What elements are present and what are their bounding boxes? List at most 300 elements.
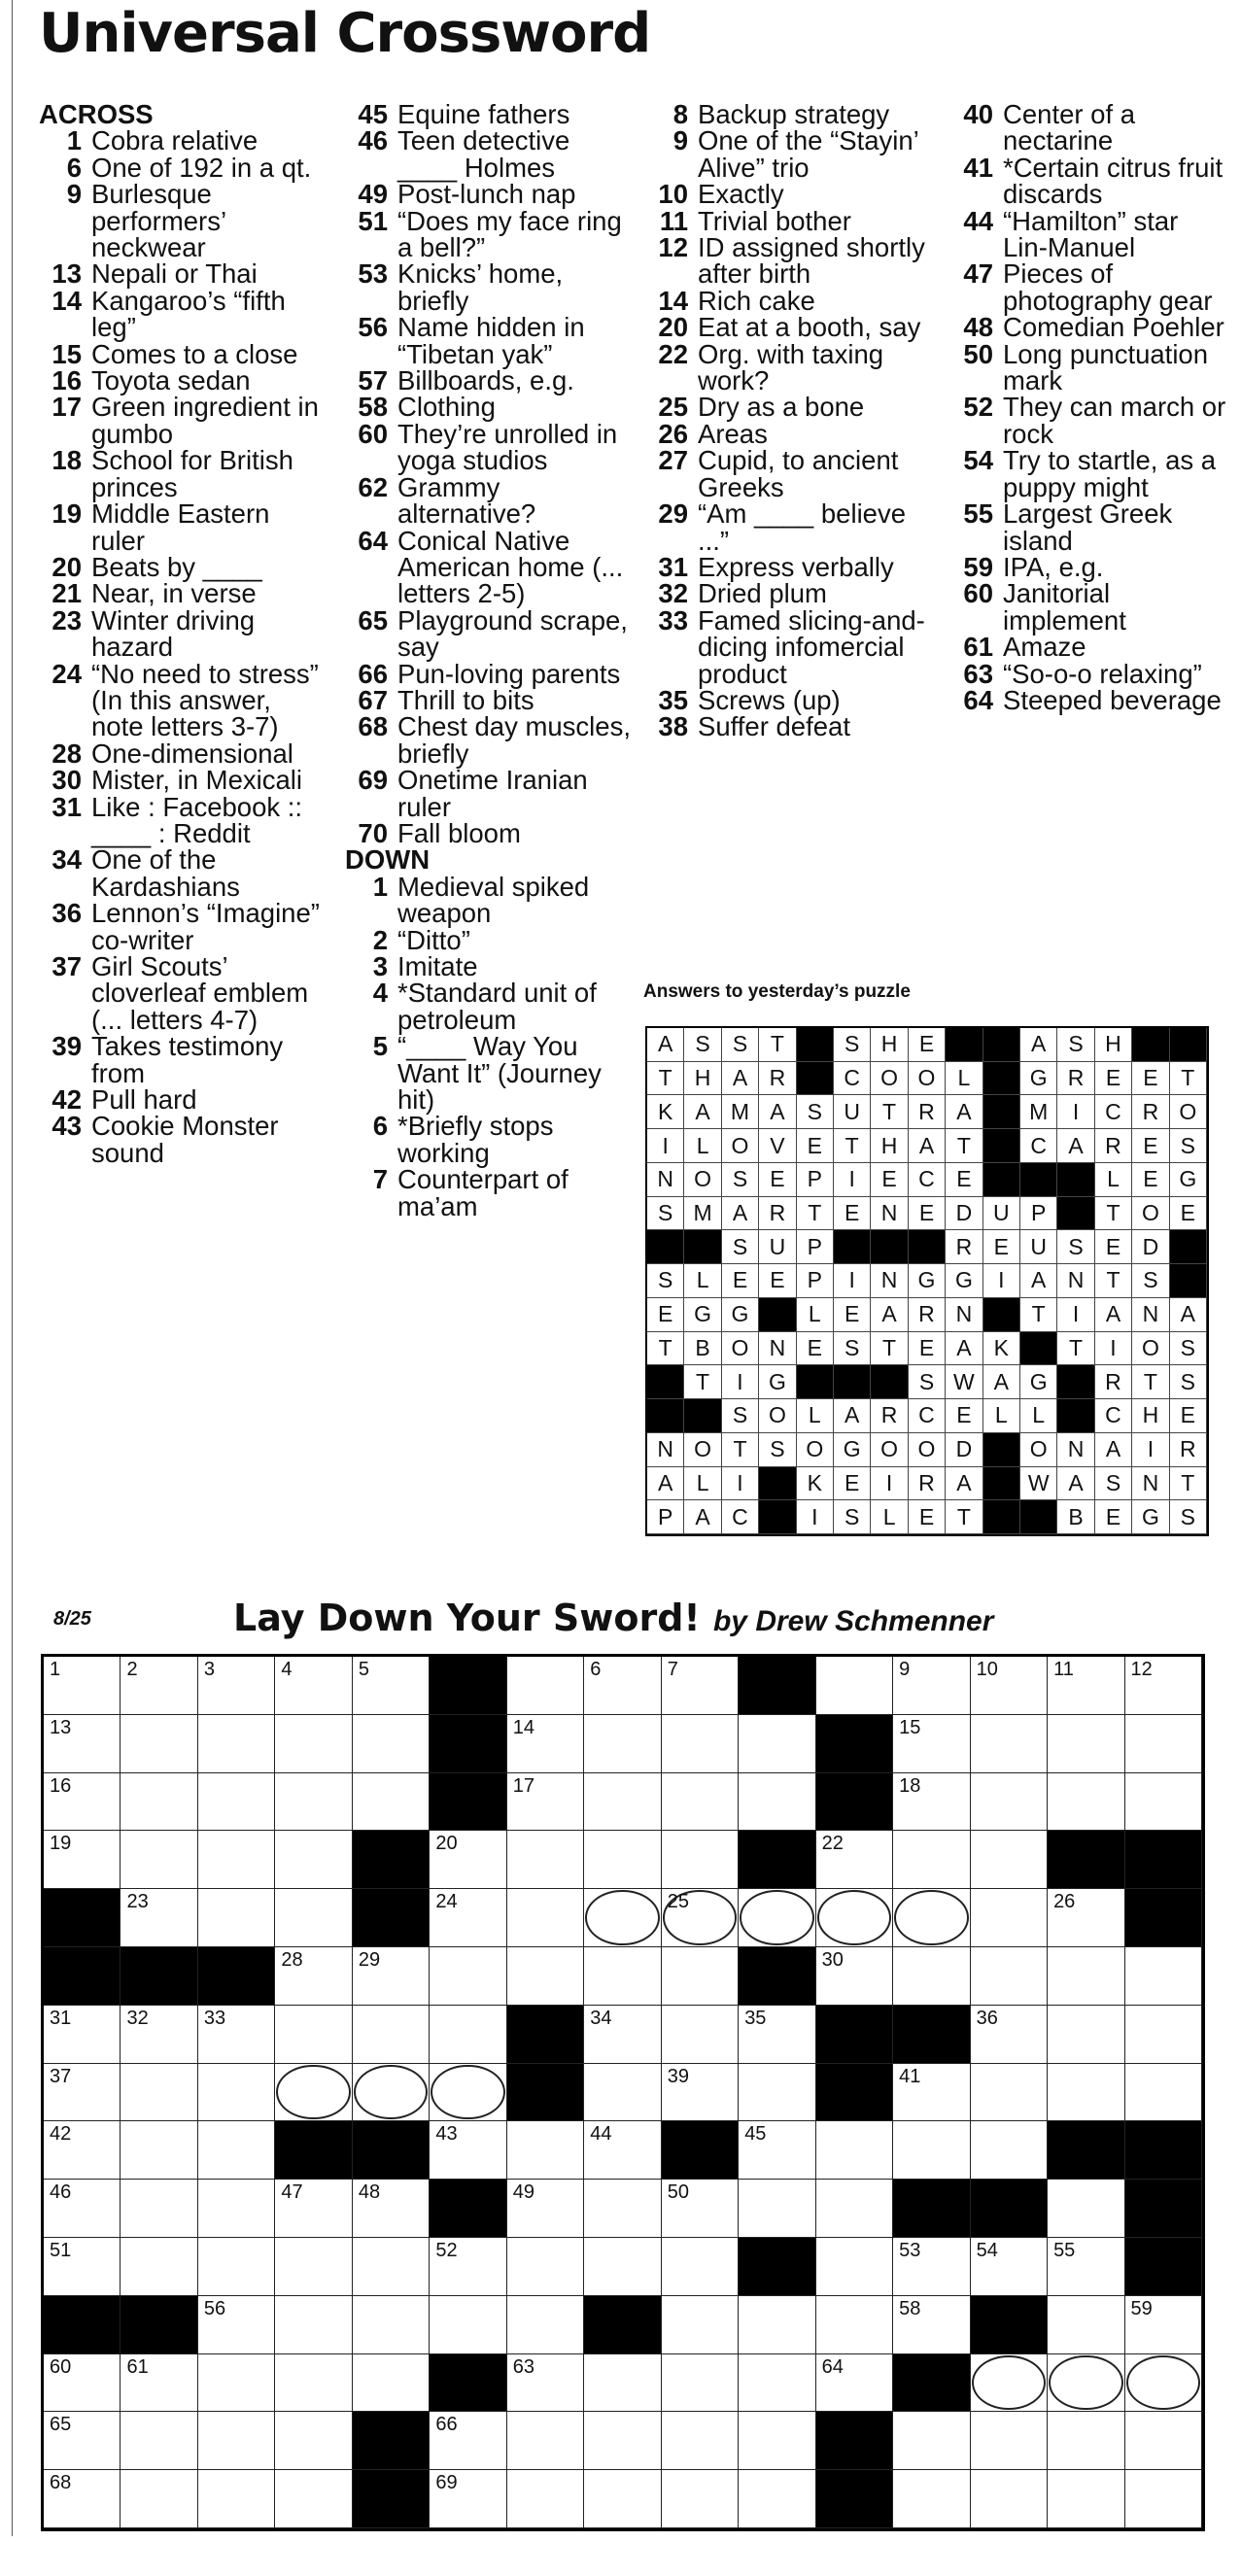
grid-cell[interactable] [507, 2238, 584, 2296]
grid-cell[interactable] [662, 2354, 739, 2413]
grid-cell[interactable] [1048, 2180, 1124, 2238]
grid-cell[interactable] [893, 2412, 970, 2470]
clue-number: 47 [963, 258, 993, 290]
grid-cell[interactable] [430, 2412, 506, 2470]
answer-black-square [834, 1365, 871, 1399]
grid-cell[interactable] [816, 2121, 893, 2180]
grid-cell[interactable] [507, 2354, 584, 2413]
grid-cell[interactable] [662, 1831, 739, 1889]
grid-cell[interactable] [1048, 1889, 1124, 1947]
page-title: Universal Crossword [39, 2, 651, 65]
answer-cell: S [1057, 1230, 1094, 1264]
grid-cell[interactable] [893, 1773, 970, 1832]
grid-cell[interactable] [816, 1947, 893, 2006]
clue-text: Trivial bother [698, 205, 851, 236]
grid-cell[interactable] [353, 2296, 430, 2354]
grid-cell[interactable] [121, 2064, 197, 2122]
grid-cell[interactable] [1125, 2006, 1202, 2064]
grid-cell[interactable] [739, 1889, 815, 1947]
answer-cell: I [1057, 1095, 1094, 1129]
clue-number: 64 [358, 525, 388, 556]
grid-cell[interactable] [893, 2064, 970, 2122]
black-square [662, 2121, 739, 2180]
grid-cell[interactable] [275, 1657, 352, 1715]
grid-cell[interactable] [816, 1657, 893, 1715]
clue-text: Cobra relative [91, 125, 259, 156]
grid-cell[interactable] [507, 2121, 584, 2180]
grid-cell[interactable] [971, 2064, 1048, 2122]
clue [345, 205, 637, 263]
clue-text: Largest Greek island [1003, 498, 1173, 556]
grid-cell[interactable] [44, 1773, 121, 1832]
grid-cell[interactable] [507, 1657, 584, 1715]
grid-cell[interactable] [44, 2006, 121, 2064]
answer-cell: R [1095, 1129, 1132, 1163]
clue-text: Knicks’ home, briefly [397, 258, 564, 316]
clue [645, 500, 942, 554]
grid-cell[interactable] [739, 1773, 815, 1832]
answer-cell: S [722, 1163, 759, 1197]
grid-cell[interactable] [662, 1657, 739, 1715]
grid-cell[interactable] [198, 1773, 275, 1832]
clue [345, 924, 637, 955]
grid-cell[interactable] [893, 2121, 970, 2180]
grid-cell[interactable] [893, 1715, 970, 1773]
grid-cell[interactable] [198, 1657, 275, 1715]
grid-cell[interactable] [1048, 2412, 1124, 2470]
answer-cell: A [1170, 1298, 1207, 1332]
grid-cell[interactable] [971, 1831, 1048, 1889]
grid-cell[interactable] [739, 2296, 815, 2354]
answer-cell: O [871, 1062, 908, 1096]
grid-cell[interactable] [44, 1657, 121, 1715]
clue-number: 63 [963, 658, 993, 689]
clue [645, 578, 942, 609]
grid-cell[interactable] [1125, 2470, 1202, 2528]
grid-cell[interactable] [44, 2238, 121, 2296]
clue [345, 418, 637, 476]
grid-cell[interactable] [275, 2296, 352, 2354]
grid-cell[interactable] [275, 2470, 352, 2528]
answer-cell: I [983, 1264, 1020, 1298]
clue-text: *Certain citrus fruit discards [1003, 152, 1224, 210]
grid-cell[interactable] [662, 1715, 739, 1773]
grid-cell[interactable] [1048, 1715, 1124, 1773]
grid-cell[interactable] [662, 2470, 739, 2528]
black-square [430, 1715, 506, 1773]
grid-cell[interactable] [739, 2354, 815, 2413]
clue-text: Long punctuation mark [1003, 338, 1209, 396]
grid-cell[interactable] [121, 2121, 197, 2180]
grid-cell[interactable] [121, 1715, 197, 1773]
grid-cell[interactable] [198, 2412, 275, 2470]
clue [645, 234, 942, 288]
grid-cell[interactable] [816, 2296, 893, 2354]
grid-cell[interactable] [353, 2180, 430, 2238]
grid-cell[interactable] [893, 1889, 970, 1947]
grid-cell[interactable] [584, 1773, 661, 1832]
grid-cell[interactable] [275, 2354, 352, 2413]
grid-cell[interactable] [44, 1715, 121, 1773]
grid-cell[interactable] [893, 1831, 970, 1889]
answer-cell: A [1057, 1467, 1094, 1501]
grid-cell[interactable] [198, 2354, 275, 2413]
clue-text: Screws (up) [698, 684, 841, 715]
grid-cell[interactable] [739, 2412, 815, 2470]
grid-cell[interactable] [507, 1831, 584, 1889]
grid-cell[interactable] [1048, 2006, 1124, 2064]
grid-cell[interactable] [816, 1889, 893, 1947]
cell-number: 47 [281, 2181, 303, 2204]
grid-cell[interactable] [507, 1889, 584, 1947]
grid-cell[interactable] [816, 2354, 893, 2413]
answer-cell: G [1020, 1062, 1057, 1096]
grid-cell[interactable] [739, 2470, 815, 2528]
answer-black-square [983, 1467, 1020, 1501]
grid-cell[interactable] [971, 2354, 1048, 2413]
clue [950, 312, 1227, 343]
grid-cell[interactable] [430, 1831, 506, 1889]
grid-cell[interactable] [507, 2180, 584, 2238]
clue-number: 60 [358, 418, 388, 449]
grid-cell[interactable] [1125, 2354, 1202, 2413]
grid-cell[interactable] [971, 1947, 1048, 2006]
clue [39, 179, 330, 263]
grid-cell[interactable] [430, 2238, 506, 2296]
grid-cell[interactable] [662, 2180, 739, 2238]
grid-cell[interactable] [584, 1715, 661, 1773]
grid-cell[interactable] [121, 2180, 197, 2238]
answer-cell: A [722, 1062, 759, 1096]
grid-cell[interactable] [44, 2180, 121, 2238]
grid-cell[interactable] [1048, 2354, 1124, 2413]
grid-cell[interactable] [507, 1947, 584, 2006]
clue-number: 41 [963, 152, 993, 183]
grid-cell[interactable] [971, 2121, 1048, 2180]
grid-cell[interactable] [44, 2121, 121, 2180]
grid-cell[interactable] [353, 2354, 430, 2413]
grid-cell[interactable] [1125, 2412, 1202, 2470]
clue-text: Cupid, to ancient Greeks [698, 445, 899, 502]
answer-black-square [909, 1230, 946, 1264]
clue [39, 152, 330, 183]
answer-cell: U [759, 1230, 796, 1264]
clue [39, 740, 330, 767]
answer-cell: T [1132, 1365, 1169, 1399]
grid-cell[interactable] [662, 2064, 739, 2122]
grid-cell[interactable] [507, 1773, 584, 1832]
grid-cell[interactable] [44, 2412, 121, 2470]
answer-cell: A [909, 1129, 946, 1163]
grid-cell[interactable] [275, 1831, 352, 1889]
grid-cell[interactable] [121, 2412, 197, 2470]
grid-cell[interactable] [584, 2412, 661, 2470]
clue-number: 61 [963, 632, 993, 663]
answer-cell: I [834, 1264, 871, 1298]
grid-cell[interactable] [893, 1657, 970, 1715]
grid-cell[interactable] [1125, 1715, 1202, 1773]
clue-number: 66 [358, 658, 388, 689]
grid-cell[interactable] [662, 1889, 739, 1947]
clue [39, 1033, 330, 1086]
grid-cell[interactable] [44, 2354, 121, 2413]
grid-cell[interactable] [430, 2064, 506, 2122]
clue-number: 37 [52, 951, 82, 981]
clue [645, 711, 942, 742]
grid-cell[interactable] [584, 2470, 661, 2528]
grid-cell[interactable] [1125, 1947, 1202, 2006]
grid-cell[interactable] [121, 1831, 197, 1889]
answer-cell: A [684, 1095, 721, 1129]
answer-black-square [1057, 1399, 1094, 1433]
grid-cell[interactable] [198, 2121, 275, 2180]
clue-text: “____ Way You Want It” (Journey hit) [397, 1031, 602, 1116]
answer-cell: C [834, 1062, 871, 1096]
grid-cell[interactable] [739, 2064, 815, 2122]
clue-text: Teen detective ____ Holmes [397, 125, 570, 183]
grid-cell[interactable] [121, 1657, 197, 1715]
grid-cell[interactable] [584, 2354, 661, 2413]
answer-cell: W [1020, 1467, 1057, 1501]
grid-cell[interactable] [816, 2180, 893, 2238]
grid-cell[interactable] [275, 2180, 352, 2238]
grid-cell[interactable] [275, 1773, 352, 1832]
clue [345, 684, 637, 715]
grid-cell[interactable] [430, 2470, 506, 2528]
grid-cell[interactable] [971, 2238, 1048, 2296]
grid-cell[interactable] [584, 2064, 661, 2122]
answer-cell: I [722, 1365, 759, 1399]
grid-cell[interactable] [198, 1889, 275, 1947]
answer-cell: E [647, 1298, 684, 1332]
answer-cell: K [797, 1467, 834, 1501]
grid-cell[interactable] [662, 2412, 739, 2470]
grid-cell[interactable] [198, 2470, 275, 2528]
grid-cell[interactable] [1125, 1773, 1202, 1832]
clue-number: 20 [658, 312, 688, 343]
grid-cell[interactable] [353, 1715, 430, 1773]
answer-cell: O [909, 1062, 946, 1096]
answer-cell: N [1057, 1433, 1094, 1467]
grid-cell[interactable] [198, 2296, 275, 2354]
grid-cell[interactable] [353, 1657, 430, 1715]
answer-cell: S [834, 1028, 871, 1062]
clue-text: Name hidden in “Tibetan yak” [397, 312, 585, 369]
grid-cell[interactable] [816, 1831, 893, 1889]
answer-cell: S [722, 1028, 759, 1062]
clue [345, 1113, 637, 1166]
clue-text: One of the “Stayin’ Alive” trio [698, 125, 918, 183]
grid-cell[interactable] [584, 2238, 661, 2296]
grid-cell[interactable] [584, 2121, 661, 2180]
grid-cell[interactable] [275, 1889, 352, 1947]
grid-cell[interactable] [816, 2238, 893, 2296]
grid-cell[interactable] [198, 1831, 275, 1889]
grid-cell[interactable] [739, 2121, 815, 2180]
circle-marker [431, 2065, 504, 2120]
clue [950, 260, 1227, 314]
answer-black-square [759, 1500, 796, 1534]
cell-number: 45 [744, 2123, 767, 2146]
answer-cell: O [1132, 1332, 1169, 1366]
grid-cell[interactable] [121, 2470, 197, 2528]
answer-cell: A [1095, 1433, 1132, 1467]
grid-cell[interactable] [739, 2006, 815, 2064]
grid-cell[interactable] [121, 1889, 197, 1947]
grid-cell[interactable] [1048, 2238, 1124, 2296]
clue-number: 18 [52, 445, 82, 476]
answer-cell: E [909, 1028, 946, 1062]
grid-cell[interactable] [584, 1831, 661, 1889]
cell-number: 11 [1053, 1659, 1074, 1680]
grid-cell[interactable] [275, 2412, 352, 2470]
grid-cell[interactable] [1048, 2296, 1124, 2354]
answer-cell: O [684, 1433, 721, 1467]
answer-cell: E [797, 1129, 834, 1163]
grid-cell[interactable] [584, 2180, 661, 2238]
clue-number: 67 [358, 684, 388, 715]
cell-number: 35 [744, 2007, 767, 2029]
answer-cell: E [1132, 1129, 1169, 1163]
grid-cell[interactable] [662, 2006, 739, 2064]
grid-cell[interactable] [353, 2064, 430, 2122]
grid-cell[interactable] [971, 1773, 1048, 1832]
grid-cell[interactable] [1048, 2064, 1124, 2122]
answer-cell: H [1095, 1028, 1132, 1062]
grid-cell[interactable] [353, 2238, 430, 2296]
answer-cell: M [722, 1095, 759, 1129]
grid-cell[interactable] [430, 2296, 506, 2354]
answer-cell: N [946, 1298, 982, 1332]
grid-cell[interactable] [198, 1715, 275, 1773]
clue [39, 1113, 330, 1166]
grid-cell[interactable] [430, 1889, 506, 1947]
grid-cell[interactable] [121, 1773, 197, 1832]
grid-cell[interactable] [275, 1947, 352, 2006]
answer-cell: R [909, 1095, 946, 1129]
grid-cell[interactable] [584, 1657, 661, 1715]
clue [39, 658, 330, 742]
grid-cell[interactable] [275, 2006, 352, 2064]
grid-cell[interactable] [662, 1947, 739, 2006]
grid-cell[interactable] [1125, 1657, 1202, 1715]
grid-cell[interactable] [507, 1715, 584, 1773]
black-square [1048, 1831, 1124, 1889]
clue [645, 392, 942, 423]
grid-cell[interactable] [430, 2121, 506, 2180]
cell-number: 51 [50, 2240, 72, 2261]
grid-cell[interactable] [971, 1657, 1048, 1715]
clue [345, 179, 637, 210]
clue [645, 551, 942, 582]
answer-cell: R [1057, 1062, 1094, 1096]
answer-cell: G [722, 1298, 759, 1332]
answer-cell: U [983, 1197, 1020, 1231]
grid-cell[interactable] [739, 2180, 815, 2238]
grid-cell[interactable] [662, 2238, 739, 2296]
black-square [353, 2412, 430, 2470]
grid-cell[interactable] [275, 1715, 352, 1773]
grid-cell[interactable] [44, 1831, 121, 1889]
grid-cell[interactable] [971, 2412, 1048, 2470]
grid-cell[interactable] [893, 2238, 970, 2296]
grid-cell[interactable] [1048, 2470, 1124, 2528]
grid-cell[interactable] [430, 2006, 506, 2064]
grid-cell[interactable] [1125, 2296, 1202, 2354]
cell-number: 5 [358, 1659, 369, 1680]
grid-cell[interactable] [507, 2470, 584, 2528]
grid-cell[interactable] [1125, 2064, 1202, 2122]
grid-cell[interactable] [584, 2006, 661, 2064]
grid-cell[interactable] [430, 1947, 506, 2006]
grid-cell[interactable] [121, 2354, 197, 2413]
grid-cell[interactable] [1048, 1773, 1124, 1832]
grid-cell[interactable] [44, 2470, 121, 2528]
grid-cell[interactable] [121, 2238, 197, 2296]
grid-cell[interactable] [353, 2006, 430, 2064]
grid-cell[interactable] [1048, 1657, 1124, 1715]
clue-column-1 [39, 101, 330, 1166]
cell-number: 66 [435, 2414, 458, 2436]
answer-cell: E [834, 1467, 871, 1501]
grid-cell[interactable] [893, 2296, 970, 2354]
grid-cell[interactable] [893, 2470, 970, 2528]
grid-cell[interactable] [353, 1773, 430, 1832]
answer-cell: C [1095, 1095, 1132, 1129]
clue [39, 765, 330, 796]
grid-cell[interactable] [584, 1947, 661, 2006]
answer-cell: A [722, 1197, 759, 1231]
grid-cell[interactable] [662, 2296, 739, 2354]
answer-black-square [983, 1095, 1020, 1129]
grid-cell[interactable] [662, 1773, 739, 1832]
black-square [584, 2296, 661, 2354]
clue [950, 684, 1227, 715]
grid-cell[interactable] [275, 2064, 352, 2122]
answer-cell: P [797, 1230, 834, 1264]
grid-cell[interactable] [739, 1715, 815, 1773]
grid-cell[interactable] [893, 1947, 970, 2006]
grid-cell[interactable] [507, 2296, 584, 2354]
answer-cell: R [759, 1197, 796, 1231]
black-square [507, 2006, 584, 2064]
grid-cell[interactable] [971, 1715, 1048, 1773]
grid-cell[interactable] [198, 2064, 275, 2122]
clue-number: 46 [358, 125, 388, 156]
clue [39, 127, 330, 154]
grid-cell[interactable] [971, 1889, 1048, 1947]
cell-number: 58 [899, 2297, 921, 2319]
grid-cell[interactable] [971, 2470, 1048, 2528]
grid-cell[interactable] [584, 1889, 661, 1947]
answer-black-square [946, 1028, 982, 1062]
clue-text: Fall bloom [397, 817, 521, 848]
grid-cell[interactable] [971, 2006, 1048, 2064]
grid-cell[interactable] [121, 2006, 197, 2064]
grid-cell[interactable] [198, 2238, 275, 2296]
answer-cell: H [871, 1028, 908, 1062]
grid-cell[interactable] [507, 2412, 584, 2470]
grid-cell[interactable] [44, 2064, 121, 2122]
clue [950, 551, 1227, 582]
grid-cell[interactable] [275, 2238, 352, 2296]
grid-cell[interactable] [353, 1947, 430, 2006]
grid-cell[interactable] [198, 2006, 275, 2064]
grid-cell[interactable] [1048, 1947, 1124, 2006]
answer-black-square [1170, 1028, 1207, 1062]
grid-cell[interactable] [198, 2180, 275, 2238]
cell-number: 56 [203, 2297, 226, 2319]
